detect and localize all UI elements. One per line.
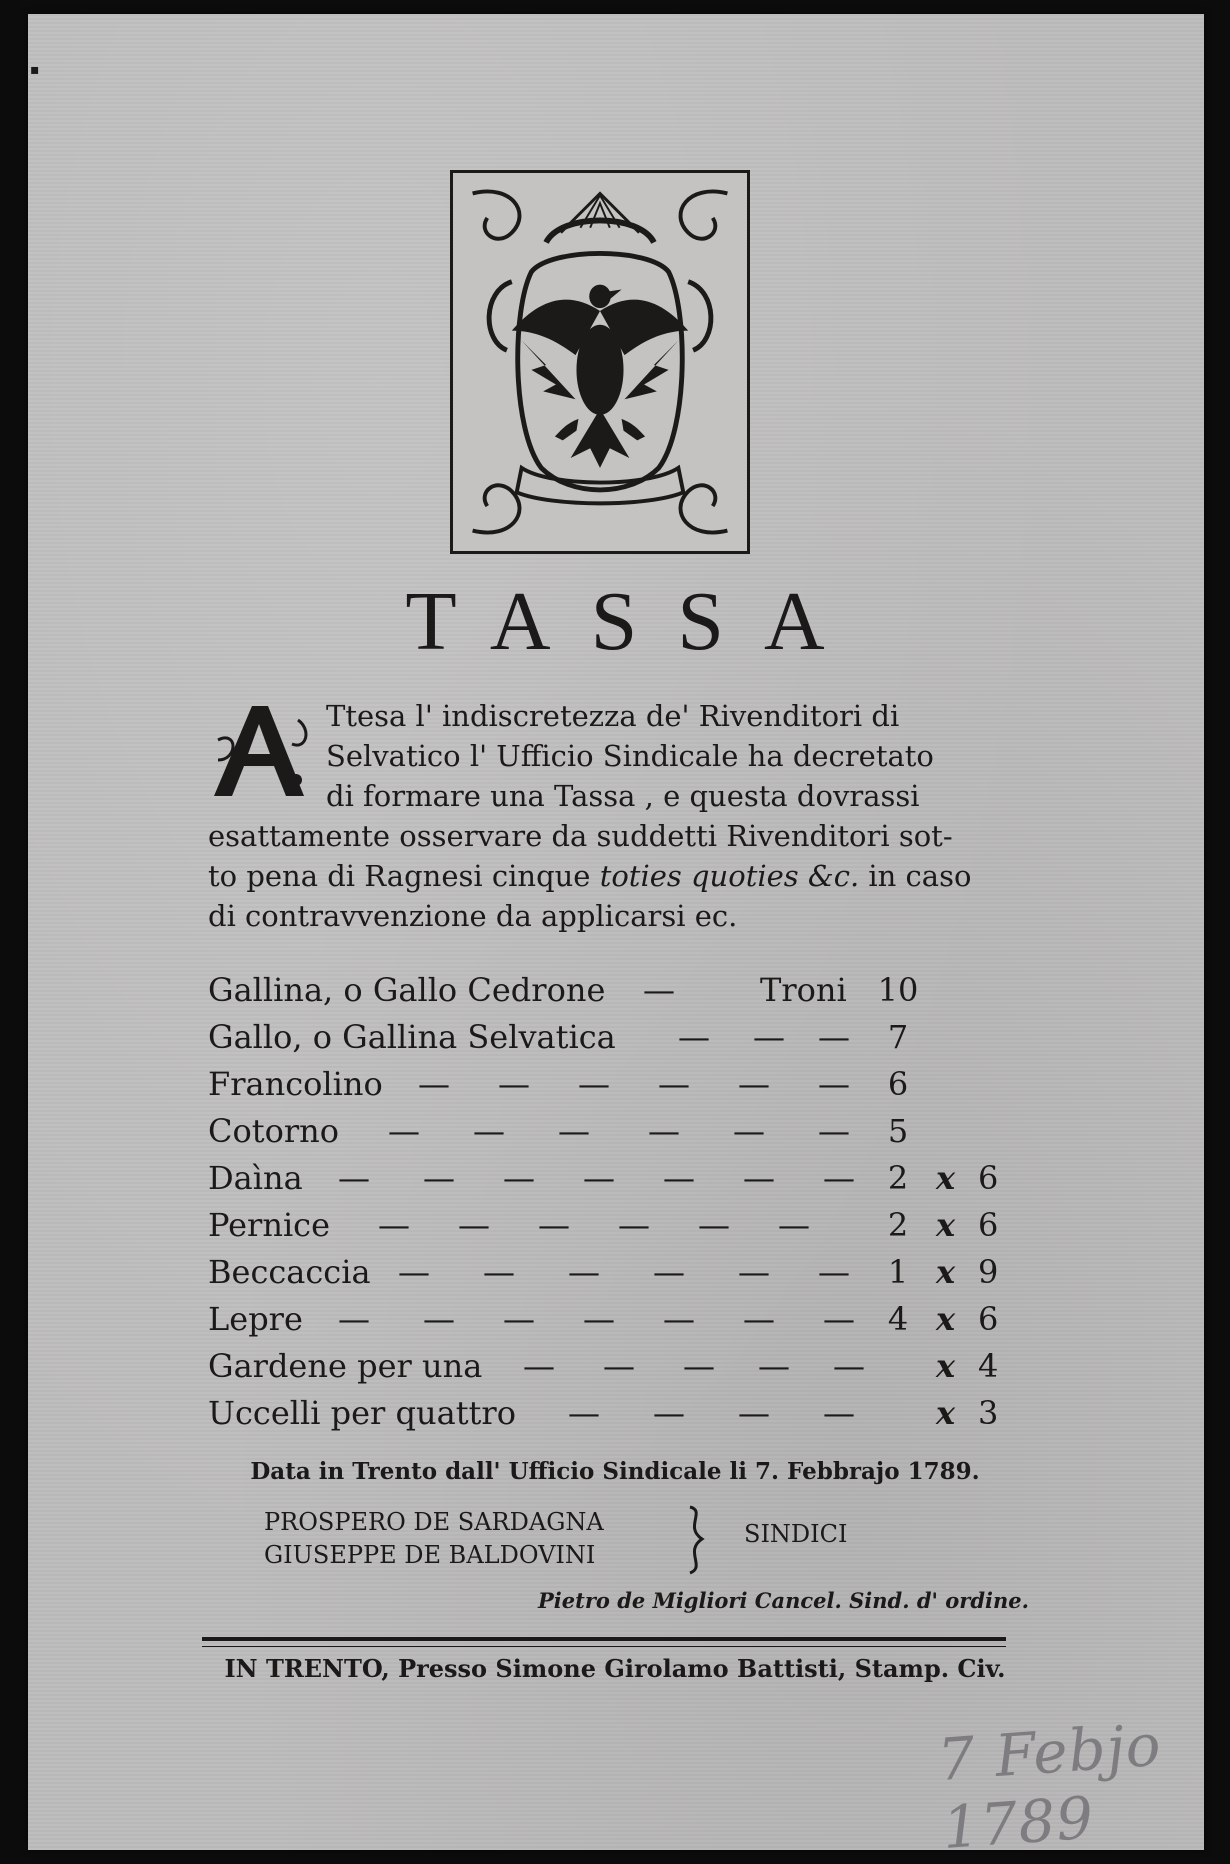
- dash: —: [663, 1300, 695, 1338]
- price-value-secondary: 6: [978, 1206, 999, 1244]
- eagle-crest-icon: [453, 173, 747, 551]
- x-mark: x: [936, 1300, 956, 1338]
- dash: —: [778, 1206, 810, 1244]
- dash: —: [483, 1253, 515, 1291]
- item-name: Gallina, o Gallo Cedrone: [208, 971, 606, 1009]
- intro-line: Ttesa l' indiscretezza de' Rivenditori di: [326, 699, 900, 733]
- dash: —: [418, 1065, 450, 1103]
- signers-block: [264, 1506, 604, 1572]
- dash: —: [733, 1112, 765, 1150]
- dash: —: [338, 1300, 370, 1338]
- item-name: Gardene per una: [208, 1347, 483, 1385]
- unit-label: Troni: [760, 971, 847, 1009]
- dash: —: [743, 1159, 775, 1197]
- divider-thick: [202, 1637, 1006, 1641]
- price-value: 2: [887, 1159, 909, 1197]
- dash: —: [698, 1206, 730, 1244]
- price-value-secondary: 9: [978, 1253, 999, 1291]
- price-value: 6: [887, 1065, 909, 1103]
- dash: —: [583, 1300, 615, 1338]
- price-row: [208, 1014, 1018, 1061]
- curly-brace-icon: [682, 1505, 712, 1575]
- dash: —: [683, 1347, 715, 1385]
- dash: —: [498, 1065, 530, 1103]
- price-row: [208, 967, 1018, 1014]
- dash: —: [618, 1206, 650, 1244]
- dash: —: [743, 1300, 775, 1338]
- dash: —: [818, 1018, 850, 1056]
- printer-imprint: IN TRENTO, Presso Simone Girolamo Battisti, Stamp. Civ.: [224, 1654, 1006, 1683]
- dash: —: [338, 1159, 370, 1197]
- signer-name: PROSPERO DE SARDAGNA: [264, 1508, 604, 1536]
- date-line: Data in Trento dall' Ufficio Sindicale li 7. Febbrajo 1789.: [250, 1458, 980, 1485]
- price-value: 2: [887, 1206, 909, 1244]
- dash: —: [818, 1112, 850, 1150]
- x-mark: x: [936, 1347, 956, 1385]
- chancellor-line: Pietro de Migliori Cancel. Sind. d' ordine.: [538, 1588, 1029, 1613]
- price-value: 7: [887, 1018, 909, 1056]
- dash: —: [603, 1347, 635, 1385]
- dash: —: [658, 1065, 690, 1103]
- dash: —: [388, 1112, 420, 1150]
- dash: —: [578, 1065, 610, 1103]
- item-name: Francolino: [208, 1065, 383, 1103]
- intro-line: di contravvenzione da applicarsi ec.: [208, 899, 738, 933]
- price-row: [208, 1155, 1018, 1202]
- price-value: 1: [887, 1253, 909, 1291]
- edge-mark: ▪: [30, 62, 40, 78]
- dash: —: [503, 1159, 535, 1197]
- dash: —: [503, 1300, 535, 1338]
- item-name: Pernice: [208, 1206, 331, 1244]
- item-name: Uccelli per quattro: [208, 1394, 516, 1432]
- dash: —: [568, 1394, 600, 1432]
- intro-paragraph: [208, 696, 1008, 936]
- dash: —: [653, 1253, 685, 1291]
- dash: —: [583, 1159, 615, 1197]
- eagle-crest-woodcut: [450, 170, 750, 554]
- dash: —: [833, 1347, 865, 1385]
- item-name: Cotorno: [208, 1112, 340, 1150]
- price-value-secondary: 6: [978, 1300, 999, 1338]
- dash: —: [738, 1065, 770, 1103]
- item-name: Daìna: [208, 1159, 303, 1197]
- dash: —: [653, 1394, 685, 1432]
- intro-line: [208, 856, 1008, 896]
- dash: —: [523, 1347, 555, 1385]
- dash: —: [648, 1112, 680, 1150]
- x-mark: x: [936, 1159, 956, 1197]
- price-row: [208, 1390, 1018, 1437]
- dash: —: [458, 1206, 490, 1244]
- poster-title: TASSA: [405, 575, 865, 668]
- dash: —: [423, 1159, 455, 1197]
- price-value-secondary: 3: [978, 1394, 999, 1432]
- dash: —: [663, 1159, 695, 1197]
- dash: —: [823, 1300, 855, 1338]
- dash: —: [538, 1206, 570, 1244]
- dash: —: [823, 1394, 855, 1432]
- x-mark: x: [936, 1394, 956, 1432]
- intro-line-part: to pena di Ragnesi cinque: [208, 859, 591, 893]
- price-value: 5: [887, 1112, 909, 1150]
- price-row: [208, 1061, 1018, 1108]
- price-row: [208, 1249, 1018, 1296]
- x-mark: x: [936, 1253, 956, 1291]
- price-value: 10: [877, 971, 919, 1009]
- price-value: 4: [887, 1300, 909, 1338]
- intro-latin-phrase: toties quoties &c.: [599, 859, 860, 893]
- signer-name: GIUSEPPE DE BALDOVINI: [264, 1541, 596, 1569]
- dash: —: [818, 1065, 850, 1103]
- intro-line: Selvatico l' Ufficio Sindicale ha decretato: [326, 739, 934, 773]
- intro-line: esattamente osservare da suddetti Rivenditori sot-: [208, 819, 953, 853]
- dash: —: [758, 1347, 790, 1385]
- dash: —: [398, 1253, 430, 1291]
- signers-role: SINDICI: [744, 1520, 848, 1548]
- price-row: [208, 1343, 1018, 1390]
- price-value-secondary: 4: [978, 1347, 999, 1385]
- item-name: Gallo, o Gallina Selvatica: [208, 1018, 616, 1056]
- price-row: [208, 1202, 1018, 1249]
- dash: —: [473, 1112, 505, 1150]
- intro-line-part: in caso: [859, 859, 972, 893]
- dash: —: [423, 1300, 455, 1338]
- item-name: Lepre: [208, 1300, 303, 1338]
- divider-thin: [202, 1646, 1006, 1647]
- handwritten-pencil-note: 7 Febjo 1789: [935, 1710, 1164, 1862]
- price-row: [208, 1108, 1018, 1155]
- price-value-secondary: 6: [978, 1159, 999, 1197]
- dash: —: [568, 1253, 600, 1291]
- price-row: [208, 1296, 1018, 1343]
- dash: —: [678, 1018, 710, 1056]
- dash: —: [738, 1253, 770, 1291]
- dash: —: [558, 1112, 590, 1150]
- intro-line: di formare una Tassa , e questa dovrassi: [326, 779, 920, 813]
- item-name: Beccaccia: [208, 1253, 371, 1291]
- dash: —: [753, 1018, 785, 1056]
- x-mark: x: [936, 1206, 956, 1244]
- dash: —: [823, 1159, 855, 1197]
- price-list: [208, 967, 1018, 1437]
- dash: —: [378, 1206, 410, 1244]
- dash: —: [738, 1394, 770, 1432]
- dash: —: [643, 971, 675, 1009]
- dash: —: [818, 1253, 850, 1291]
